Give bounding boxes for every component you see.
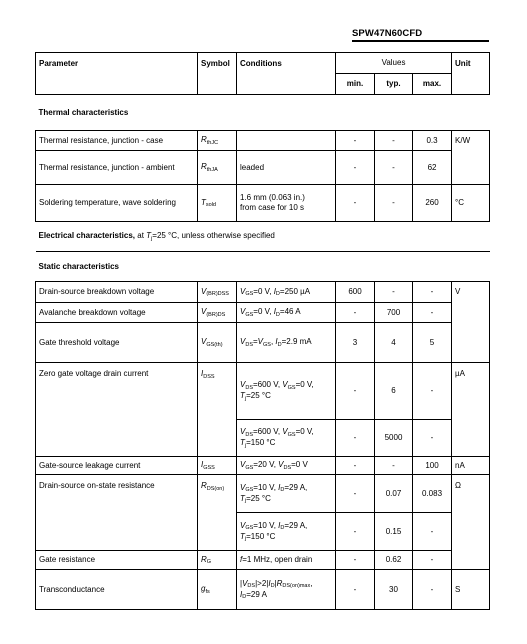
unit-cell: K/W xyxy=(452,131,490,185)
typ-cell: 30 xyxy=(375,570,413,610)
typ-cell: - xyxy=(375,131,413,151)
param-cell: Thermal resistance, junction - case xyxy=(36,131,198,151)
conditions-cell: leaded xyxy=(237,151,336,185)
symbol-cell: V(BR)DS xyxy=(198,303,237,323)
min-cell: - xyxy=(336,420,375,457)
typ-cell: - xyxy=(375,151,413,185)
unit-cell: nA xyxy=(452,457,490,475)
conditions-cell: f=1 MHz, open drain xyxy=(237,551,336,570)
min-cell: - xyxy=(336,151,375,185)
section-static: Static characteristics xyxy=(36,252,490,282)
table-row xyxy=(36,570,490,610)
col-typ-header: typ. xyxy=(375,74,413,95)
symbol-cell: VGS(th) xyxy=(198,323,237,363)
typ-cell: 5000 xyxy=(375,420,413,457)
param-cell: Drain-source on-state resistance xyxy=(36,475,198,551)
conditions-cell: VDS=600 V, VGS=0 V, Tj=150 °C xyxy=(237,420,336,457)
max-cell: 62 xyxy=(413,151,452,185)
symbol-cell: RthJC xyxy=(198,131,237,151)
table-row xyxy=(36,131,490,151)
unit-cell: Ω xyxy=(452,475,490,570)
symbol-cell: V(BR)DSS xyxy=(198,282,237,303)
min-cell: - xyxy=(336,475,375,513)
col-conditions-header: Conditions xyxy=(237,53,336,95)
conditions-cell: 1.6 mm (0.063 in.) from case for 10 s xyxy=(237,185,336,222)
typ-cell: - xyxy=(375,457,413,475)
max-cell: - xyxy=(413,282,452,303)
conditions-cell: VGS=0 V, ID=250 µA xyxy=(237,282,336,303)
typ-cell: 0.15 xyxy=(375,513,413,551)
unit-cell: µA xyxy=(452,363,490,457)
param-cell: Transconductance xyxy=(36,570,198,610)
conditions-cell: |VDS|>2|ID|RDS(on)max, ID=29 A xyxy=(237,570,336,610)
min-cell: - xyxy=(336,363,375,420)
param-cell: Zero gate voltage drain current xyxy=(36,363,198,457)
max-cell: 0.3 xyxy=(413,131,452,151)
typ-cell: 0.07 xyxy=(375,475,413,513)
symbol-cell: gfs xyxy=(198,570,237,610)
table-row xyxy=(36,185,490,222)
min-cell: - xyxy=(336,457,375,475)
table-row xyxy=(36,151,490,185)
conditions-cell xyxy=(237,131,336,151)
min-cell: - xyxy=(336,513,375,551)
param-cell: Avalanche breakdown voltage xyxy=(36,303,198,323)
typ-cell: 0.62 xyxy=(375,551,413,570)
max-cell: - xyxy=(413,363,452,420)
typ-cell: - xyxy=(375,185,413,222)
typ-cell: - xyxy=(375,282,413,303)
header-rule xyxy=(352,40,489,42)
part-number-header: SPW47N60CFD xyxy=(352,28,423,39)
unit-cell: °C xyxy=(452,185,490,222)
symbol-cell: IDSS xyxy=(198,363,237,457)
col-max-header: max. xyxy=(413,74,452,95)
col-symbol-header: Symbol xyxy=(198,53,237,95)
param-cell: Drain-source breakdown voltage xyxy=(36,282,198,303)
col-min-header: min. xyxy=(336,74,375,95)
max-cell: 260 xyxy=(413,185,452,222)
conditions-cell: VDS=600 V, VGS=0 V, Tj=25 °C xyxy=(237,363,336,420)
col-unit-header: Unit xyxy=(452,53,490,95)
min-cell: 3 xyxy=(336,323,375,363)
typ-cell: 700 xyxy=(375,303,413,323)
conditions-cell: VGS=0 V, ID=46 A xyxy=(237,303,336,323)
table-row xyxy=(36,457,490,475)
max-cell: - xyxy=(413,303,452,323)
table-row xyxy=(36,475,490,513)
min-cell: - xyxy=(336,570,375,610)
section-thermal: Thermal characteristics xyxy=(36,95,490,131)
table-row xyxy=(36,551,490,570)
table-row xyxy=(36,303,490,323)
max-cell: 100 xyxy=(413,457,452,475)
symbol-cell: RthJA xyxy=(198,151,237,185)
conditions-cell: VGS=10 V, ID=29 A, Tj=150 °C xyxy=(237,513,336,551)
min-cell: - xyxy=(336,551,375,570)
min-cell: - xyxy=(336,131,375,151)
table-row xyxy=(36,282,490,303)
max-cell: - xyxy=(413,570,452,610)
characteristics-table xyxy=(35,52,490,610)
max-cell: 5 xyxy=(413,323,452,363)
max-cell: - xyxy=(413,551,452,570)
col-values-header: Values xyxy=(336,53,452,74)
min-cell: 600 xyxy=(336,282,375,303)
table-row xyxy=(36,363,490,420)
unit-cell: V xyxy=(452,282,490,363)
param-cell: Thermal resistance, junction - ambient xyxy=(36,151,198,185)
symbol-cell: IGSS xyxy=(198,457,237,475)
conditions-cell: VGS=20 V, VDS=0 V xyxy=(237,457,336,475)
symbol-cell: RG xyxy=(198,551,237,570)
max-cell: - xyxy=(413,420,452,457)
min-cell: - xyxy=(336,303,375,323)
unit-cell: S xyxy=(452,570,490,610)
min-cell: - xyxy=(336,185,375,222)
symbol-cell: RDS(on) xyxy=(198,475,237,551)
typ-cell: 4 xyxy=(375,323,413,363)
table-row xyxy=(36,323,490,363)
symbol-cell: Tsold xyxy=(198,185,237,222)
conditions-cell: VGS=10 V, ID=29 A, Tj=25 °C xyxy=(237,475,336,513)
max-cell: 0.083 xyxy=(413,475,452,513)
param-cell: Gate-source leakage current xyxy=(36,457,198,475)
section-electrical: Electrical characteristics, at Tj=25 °C, unless otherwise specified xyxy=(36,222,490,252)
max-cell: - xyxy=(413,513,452,551)
conditions-cell: VDS=VGS, ID=2.9 mA xyxy=(237,323,336,363)
typ-cell: 6 xyxy=(375,363,413,420)
col-parameter-header: Parameter xyxy=(36,53,198,95)
param-cell: Gate resistance xyxy=(36,551,198,570)
param-cell: Gate threshold voltage xyxy=(36,323,198,363)
param-cell: Soldering temperature, wave soldering xyxy=(36,185,198,222)
